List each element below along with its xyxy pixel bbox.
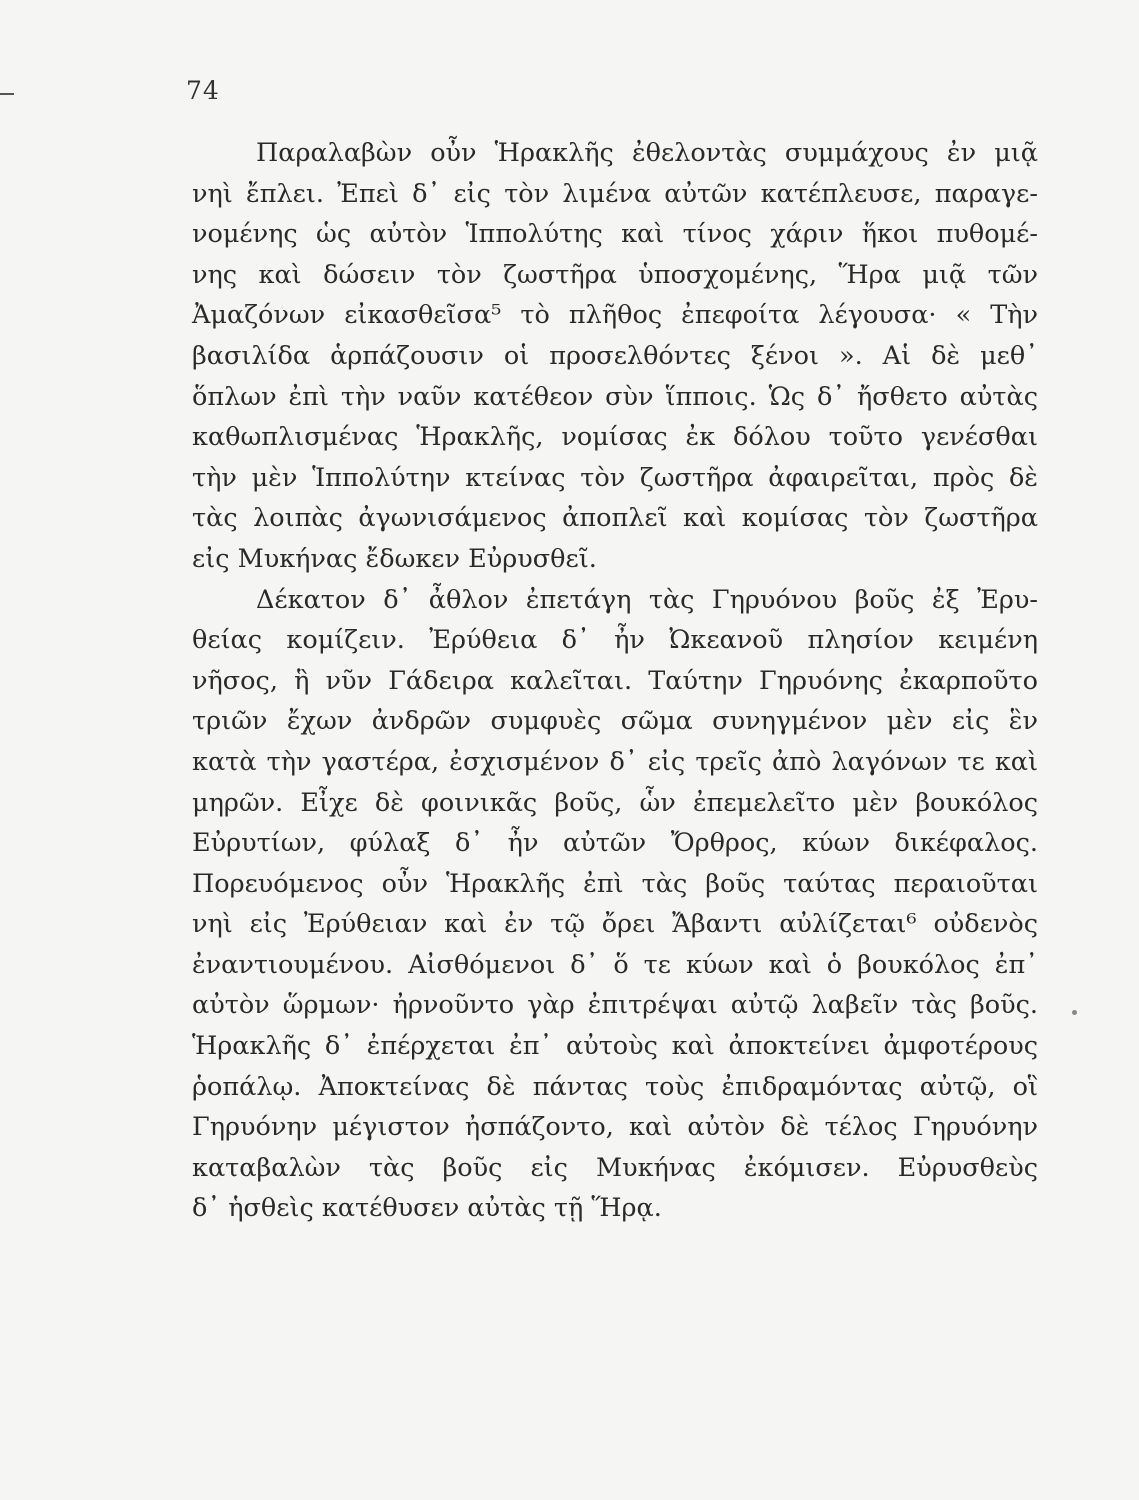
text-line: ὅπλων ἐπὶ τὴν ναῦν κατέθεον σὺν ἵπποις. Ὡς δ᾽ ἤσθετο αὐτὰς [192, 381, 1038, 412]
text-line: αὐτὸν ὥρμων· ἠρνοῦντο γὰρ ἐπιτρέψαι αὐτῷ λαβεῖν τὰς βοῦς. [192, 990, 1038, 1021]
text-line: ἐναντιουμένου. Αἰσθόμενοι δ᾽ ὅ τε κύων καὶ ὁ βουκόλος ἐπ᾽ [192, 949, 1038, 980]
text-line: μηρῶν. Εἶχε δὲ φοινικᾶς βοῦς, ὧν ἐπεμελεῖτο μὲν βουκόλος [192, 787, 1038, 818]
text-line: νομένης ὡς αὐτὸν Ἱππολύτης καὶ τίνος χάριν ἥκοι πυθομέ- [192, 219, 1038, 250]
text-line: Πορευόμενος οὖν Ἡρακλῆς ἐπὶ τὰς βοῦς ταύτας περαιοῦται [192, 868, 1038, 899]
text-line: νηὶ ἔπλει. Ἐπεὶ δ᾽ εἰς τὸν λιμένα αὐτῶν κατέπλευσε, παραγε- [192, 178, 1038, 209]
text-line: Δέκατον δ᾽ ἆθλον ἐπετάγη τὰς Γηρυόνου βοῦς ἐξ Ἐρυ- [256, 584, 1038, 615]
text-line: τὴν μὲν Ἱππολύτην κτείνας τὸν ζωστῆρα ἀφαιρεῖται, πρὸς δὲ [192, 462, 1038, 493]
text-line: καθωπλισμένας Ἡρακλῆς, νομίσας ἐκ δόλου τοῦτο γενέσθαι [192, 422, 1038, 453]
text-line: τὰς λοιπὰς ἀγωνισάμενος ἀποπλεῖ καὶ κομίσας τὸν ζωστῆρα [192, 503, 1038, 534]
text-line: δ᾽ ἡσθεὶς κατέθυσεν αὐτὰς τῇ Ἥρᾳ. [192, 1193, 662, 1224]
text-line: τριῶν ἔχων ἀνδρῶν συμφυὲς σῶμα συνηγμένον μὲν εἰς ἓν [192, 706, 1038, 737]
text-line: Γηρυόνην μέγιστον ἠσπάζοντο, καὶ αὐτὸν δὲ τέλος Γηρυόνην [192, 1112, 1038, 1143]
text-line: νηὶ εἰς Ἐρύθειαν καὶ ἐν τῷ ὄρει Ἄβαντι αὐλίζεται⁶ οὐδενὸς [192, 909, 1038, 940]
text-line: Εὐρυτίων, φύλαξ δ᾽ ἦν αὐτῶν Ὄρθρος, κύων δικέφαλος. [192, 828, 1038, 859]
text-line: κατὰ τὴν γαστέρα, ἐσχισμένον δ᾽ εἰς τρεῖς ἀπὸ λαγόνων τε καὶ [192, 746, 1038, 777]
text-line: εἰς Μυκήνας ἔδωκεν Εὐρυσθεῖ. [192, 543, 597, 574]
text-line: Ἀμαζόνων εἰκασθεῖσα⁵ τὸ πλῆθος ἐπεφοίτα λέγουσα· « Τὴν [192, 300, 1038, 331]
text-line: νης καὶ δώσειν τὸν ζωστῆρα ὑποσχομένης, Ἥρα μιᾷ τῶν [192, 259, 1038, 290]
text-line: Ἡρακλῆς δ᾽ ἐπέρχεται ἐπ᾽ αὐτοὺς καὶ ἀποκτείνει ἀμφοτέρους [192, 1031, 1038, 1062]
scan-dust-dot [1072, 1010, 1077, 1015]
text-line: Παραλαβὼν οὖν Ἡρακλῆς ἐθελοντὰς συμμάχους ἐν μιᾷ [256, 138, 1038, 168]
page-number: 74 [186, 76, 220, 105]
text-line: βασιλίδα ἁρπάζουσιν οἱ προσελθόντες ξένοι ». Αἱ δὲ μεθ᾽ [192, 340, 1038, 371]
body-text [192, 133, 1038, 1229]
text-line: θείας κομίζειν. Ἐρύθεια δ᾽ ἦν Ὠκεανοῦ πλησίον κειμένη [192, 625, 1038, 656]
text-line: ῥοπάλῳ. Ἀποκτείνας δὲ πάντας τοὺς ἐπιδραμόντας αὐτῷ, οἳ [192, 1071, 1038, 1102]
text-line: νῆσος, ἣ νῦν Γάδειρα καλεῖται. Ταύτην Γηρυόνης ἐκαρποῦτο [192, 665, 1038, 696]
scan-edge-mark [0, 93, 14, 95]
text-line: καταβαλὼν τὰς βοῦς εἰς Μυκήνας ἐκόμισεν. Εὐρυσθεὺς [192, 1152, 1038, 1183]
